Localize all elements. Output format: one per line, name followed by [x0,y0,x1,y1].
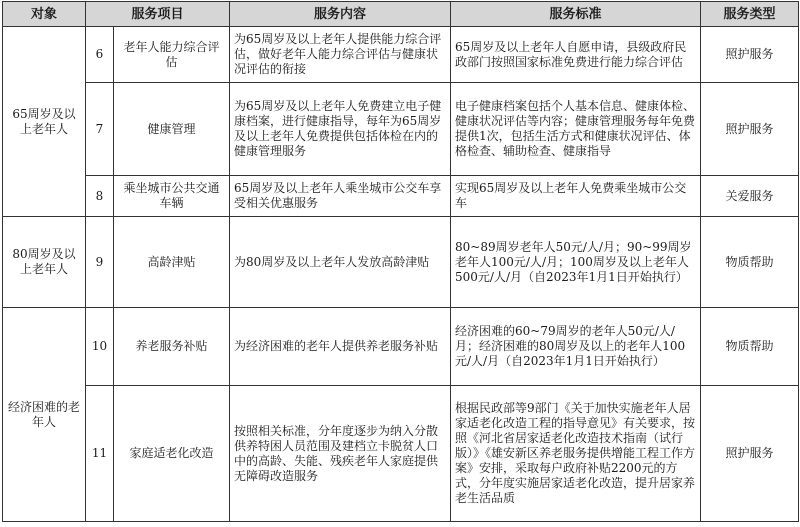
table-row [3,386,799,522]
service-standard: 根据民政部等9部门《关于加快实施老年人居家适老化改造工程的指导意见》有关要求，按照《河北省居家适老化改造技术指南（试行版）》《雄安新区养老服务提供增能工程工作方案》安排，采取每户政府补贴2200元的方式，分年度实施居家适老化改造，提升居家养老生活品质 [451,386,701,522]
service-content: 按照相关标准，分年度逐步为纳入分散供养特困人员范围及建档立卡脱贫人口中的高龄、失能、残疾老年人家庭提供无障碍改造服务 [230,386,451,522]
service-item: 老年人能力综合评估 [114,27,230,83]
object-cell: 80周岁及以上老年人 [3,217,86,308]
service-type: 关爱服务 [701,176,799,217]
service-item: 健康管理 [114,83,230,176]
service-item: 高龄津贴 [114,217,230,308]
header-service-standard: 服务标准 [451,2,701,27]
table-row [3,83,799,176]
service-item: 乘坐城市公共交通车辆 [114,176,230,217]
table-row [3,27,799,83]
service-content: 为65周岁及以上老年人免费建立电子健康档案，进行健康指导，每年为65周岁及以上老年人免费提供包括体检在内的健康管理服务 [230,83,451,176]
service-standard: 实现65周岁及以上老年人免费乘坐城市公交车 [451,176,701,217]
service-standard: 80~89周岁老年人50元/人/月；90~99周岁老年人100元/人/月；100周岁及以上老年人500元/人/月（自2023年1月1日开始执行） [451,217,701,308]
service-type: 照护服务 [701,27,799,83]
service-type: 物质帮助 [701,217,799,308]
service-content: 65周岁及以上老年人乘坐城市公交车享受相关优惠服务 [230,176,451,217]
row-number: 6 [86,27,114,83]
row-number: 11 [86,386,114,522]
service-type: 照护服务 [701,386,799,522]
header-row [3,2,799,27]
service-standard: 电子健康档案包括个人基本信息、健康体检、健康状况评估等内容；健康管理服务每年免费提供1次，包括生活方式和健康状况评估、体格检查、辅助检查、健康指导 [451,83,701,176]
object-cell: 65周岁及以上老年人 [3,27,86,217]
header-service-content: 服务内容 [230,2,451,27]
table-row [3,176,799,217]
header-object: 对象 [3,2,86,27]
object-cell: 经济困难的老年人 [3,308,86,522]
table-row [3,217,799,308]
service-standard: 经济困难的60~79周岁的老年人50元/人/月；经济困难的80周岁及以上的老年人100元/人/月（自2023年1月1日开始执行） [451,308,701,386]
service-content: 为65周岁及以上老年人提供能力综合评估，做好老年人能力综合评估与健康状况评估的衔接 [230,27,451,83]
header-service-type: 服务类型 [701,2,799,27]
service-type: 物质帮助 [701,308,799,386]
row-number: 8 [86,176,114,217]
table-row [3,308,799,386]
service-item: 家庭适老化改造 [114,386,230,522]
row-number: 7 [86,83,114,176]
service-content: 为经济困难的老年人提供养老服务补贴 [230,308,451,386]
header-service-item: 服务项目 [86,2,230,27]
service-item: 养老服务补贴 [114,308,230,386]
service-type: 照护服务 [701,83,799,176]
service-table [2,1,799,522]
service-standard: 65周岁及以上老年人自愿申请，县级政府民政部门按照国家标准免费进行能力综合评估 [451,27,701,83]
row-number: 9 [86,217,114,308]
row-number: 10 [86,308,114,386]
service-content: 为80周岁及以上老年人发放高龄津贴 [230,217,451,308]
